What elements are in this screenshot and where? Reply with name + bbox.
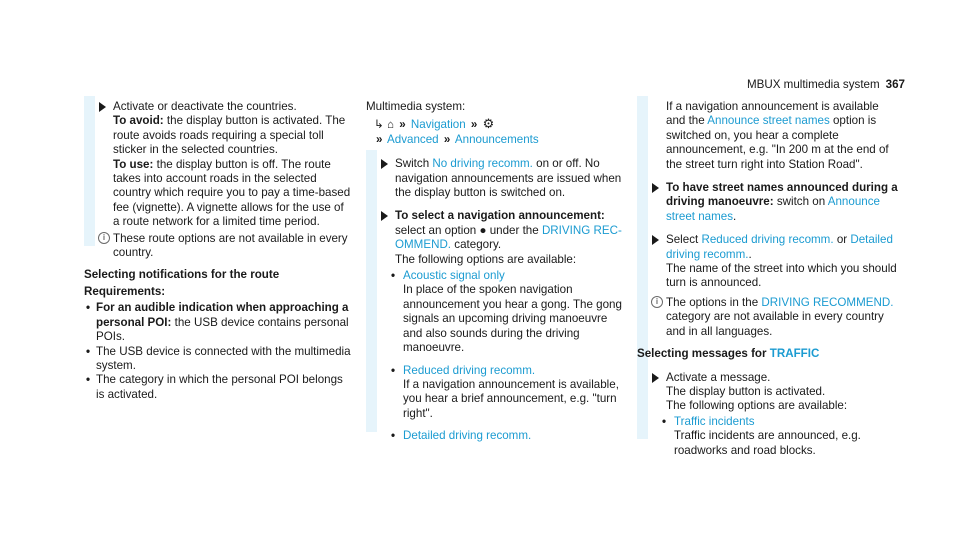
step-text: on or off. No navigation announcements are issued when the display button is switched on.	[395, 157, 622, 200]
step-text: or	[836, 233, 848, 247]
step-text: category.	[454, 238, 502, 252]
option-link: Traffic incidents	[674, 414, 755, 428]
triangle-bullet-icon	[99, 102, 106, 112]
page-number: 367	[885, 78, 905, 91]
bullet-bold: For an audible indication when approaching a personal POI:	[96, 301, 349, 329]
list-item: • Detailed driving recomm.	[366, 429, 628, 443]
step-text: The display button is activated.	[666, 384, 826, 398]
column-1	[84, 100, 352, 402]
column-2	[366, 100, 628, 444]
option-link: Reduced driving recomm.	[403, 363, 536, 377]
path-announcements: Announcements	[454, 132, 539, 146]
step-text: Switch	[395, 157, 430, 171]
path-navigation: Navigation	[410, 118, 466, 132]
radio-icon: ●	[479, 223, 487, 237]
section-heading: Selecting notifications for the route	[84, 268, 280, 282]
step-text: Activate a message.	[666, 370, 771, 384]
section-link: TRAFFIC	[769, 347, 820, 361]
option-text: Traffic incidents are announced, e.g. roadworks and road blocks.	[674, 429, 861, 457]
arrow-enter-icon: ↳	[374, 118, 384, 132]
path-advanced: Advanced	[387, 132, 439, 146]
triangle-bullet-icon	[652, 183, 659, 193]
step-text: switch on	[776, 195, 826, 209]
column-3	[637, 100, 899, 466]
step-text: .	[748, 247, 752, 261]
triangle-bullet-icon	[381, 211, 388, 221]
intro-text: Multimedia system:	[366, 100, 466, 113]
step	[637, 181, 899, 224]
info-text: These route options are not available in every country.	[113, 231, 348, 260]
home-icon: ⌂	[386, 118, 394, 132]
avoid-label: To avoid:	[113, 114, 164, 128]
option-link: Acoustic signal only	[403, 269, 505, 283]
menu-path	[366, 117, 628, 132]
header-title: MBUX multimedia system	[746, 78, 880, 91]
triangle-bullet-icon	[652, 235, 659, 245]
category-link: DRIVING RECOMMEND.	[761, 295, 894, 309]
option-link: Announce street names	[666, 195, 880, 223]
step	[366, 157, 628, 200]
list-item: • Traffic incidents	[637, 415, 899, 429]
step-text: .	[733, 209, 737, 223]
paragraph-text: option is switched on, you hear a complete announcement, e.g. "In 200 m at the end of the street turn right into Station Road".	[666, 114, 889, 171]
gear-icon: ⚙	[482, 116, 495, 132]
option-text: If a navigation announcement is available, you hear a brief announcement, e.g. "turn right".	[403, 377, 619, 420]
info-text: category are not available in every country and in all languages.	[666, 310, 884, 338]
section-text: Selecting messages for	[637, 347, 767, 361]
double-chevron-icon: »	[470, 118, 478, 132]
step-bold: To select a navigation announcement:	[395, 209, 605, 223]
double-chevron-icon: »	[376, 132, 383, 146]
step-text: The name of the street into which you should turn is announced.	[666, 262, 897, 290]
list-item: • For an audible indication when approaching a personal POI: the USB device contains personal POIs.	[86, 301, 349, 344]
option-link: No driving recomm.	[432, 157, 533, 171]
list-item: • The USB device is connected with the multimedia system.	[86, 344, 351, 372]
triangle-bullet-icon	[381, 159, 388, 169]
step-text: Activate or deactivate the countries.	[113, 100, 297, 113]
step	[84, 100, 352, 230]
bullet-text: The USB device is connected with the multimedia system.	[96, 344, 351, 372]
use-label: To use:	[113, 157, 154, 171]
list-item: • The category in which the personal POI belongs is activated.	[84, 373, 352, 402]
option-link: Announce street names	[707, 114, 830, 128]
info-text: The options in the	[666, 295, 759, 309]
step	[366, 209, 628, 267]
option-link: Detailed driving recomm.	[666, 233, 893, 261]
step	[637, 233, 899, 291]
avoid-text: the display button is activated. The route avoids roads requiring a special toll sticker in the selected countries.	[113, 114, 346, 157]
requirements-label: Requirements:	[84, 284, 166, 298]
menu-path-2	[366, 133, 628, 147]
list-item: • Reduced driving recomm.	[366, 364, 628, 378]
triangle-bullet-icon	[652, 373, 659, 383]
info-icon: i	[651, 296, 663, 308]
bullet-text: the USB device contains personal POIs.	[96, 315, 349, 344]
info-note	[637, 296, 899, 339]
step-text: under the	[489, 223, 539, 237]
step-text: The following options are available:	[395, 252, 577, 266]
option-link: Reduced driving recomm.	[701, 233, 834, 247]
double-chevron-icon: »	[399, 118, 406, 132]
category-link: DRIVING REC-OMMEND.	[395, 223, 622, 252]
use-text: the display button is off. The route takes into account roads in the selected country which require you to pay a time-based fee (vignette). A vignette allows for the use of a route network for a limited time period.	[113, 157, 351, 229]
info-icon: i	[98, 232, 110, 244]
section-heading	[637, 347, 899, 361]
step	[637, 371, 899, 414]
option-text: In place of the spoken navigation announcement you hear a gong. The gong signals an upcoming driving manoeuvre and also sounds during the driving manoeuvre.	[403, 283, 622, 355]
step-bold: To have street names announced during a driving manoeuvre:	[666, 181, 898, 209]
paragraph-text: If a navigation announcement is available and the	[666, 100, 879, 128]
step-text: Select	[666, 233, 699, 247]
step-text: The following options are available:	[666, 399, 848, 413]
step-text: select an option	[395, 223, 477, 237]
double-chevron-icon: »	[443, 132, 451, 146]
bullet-text: The category in which the personal POI belongs is activated.	[96, 373, 343, 401]
list-item: • Acoustic signal only	[366, 269, 628, 283]
option-link: Detailed driving recomm.	[403, 429, 532, 443]
info-note	[84, 232, 352, 261]
page-header	[747, 78, 905, 92]
